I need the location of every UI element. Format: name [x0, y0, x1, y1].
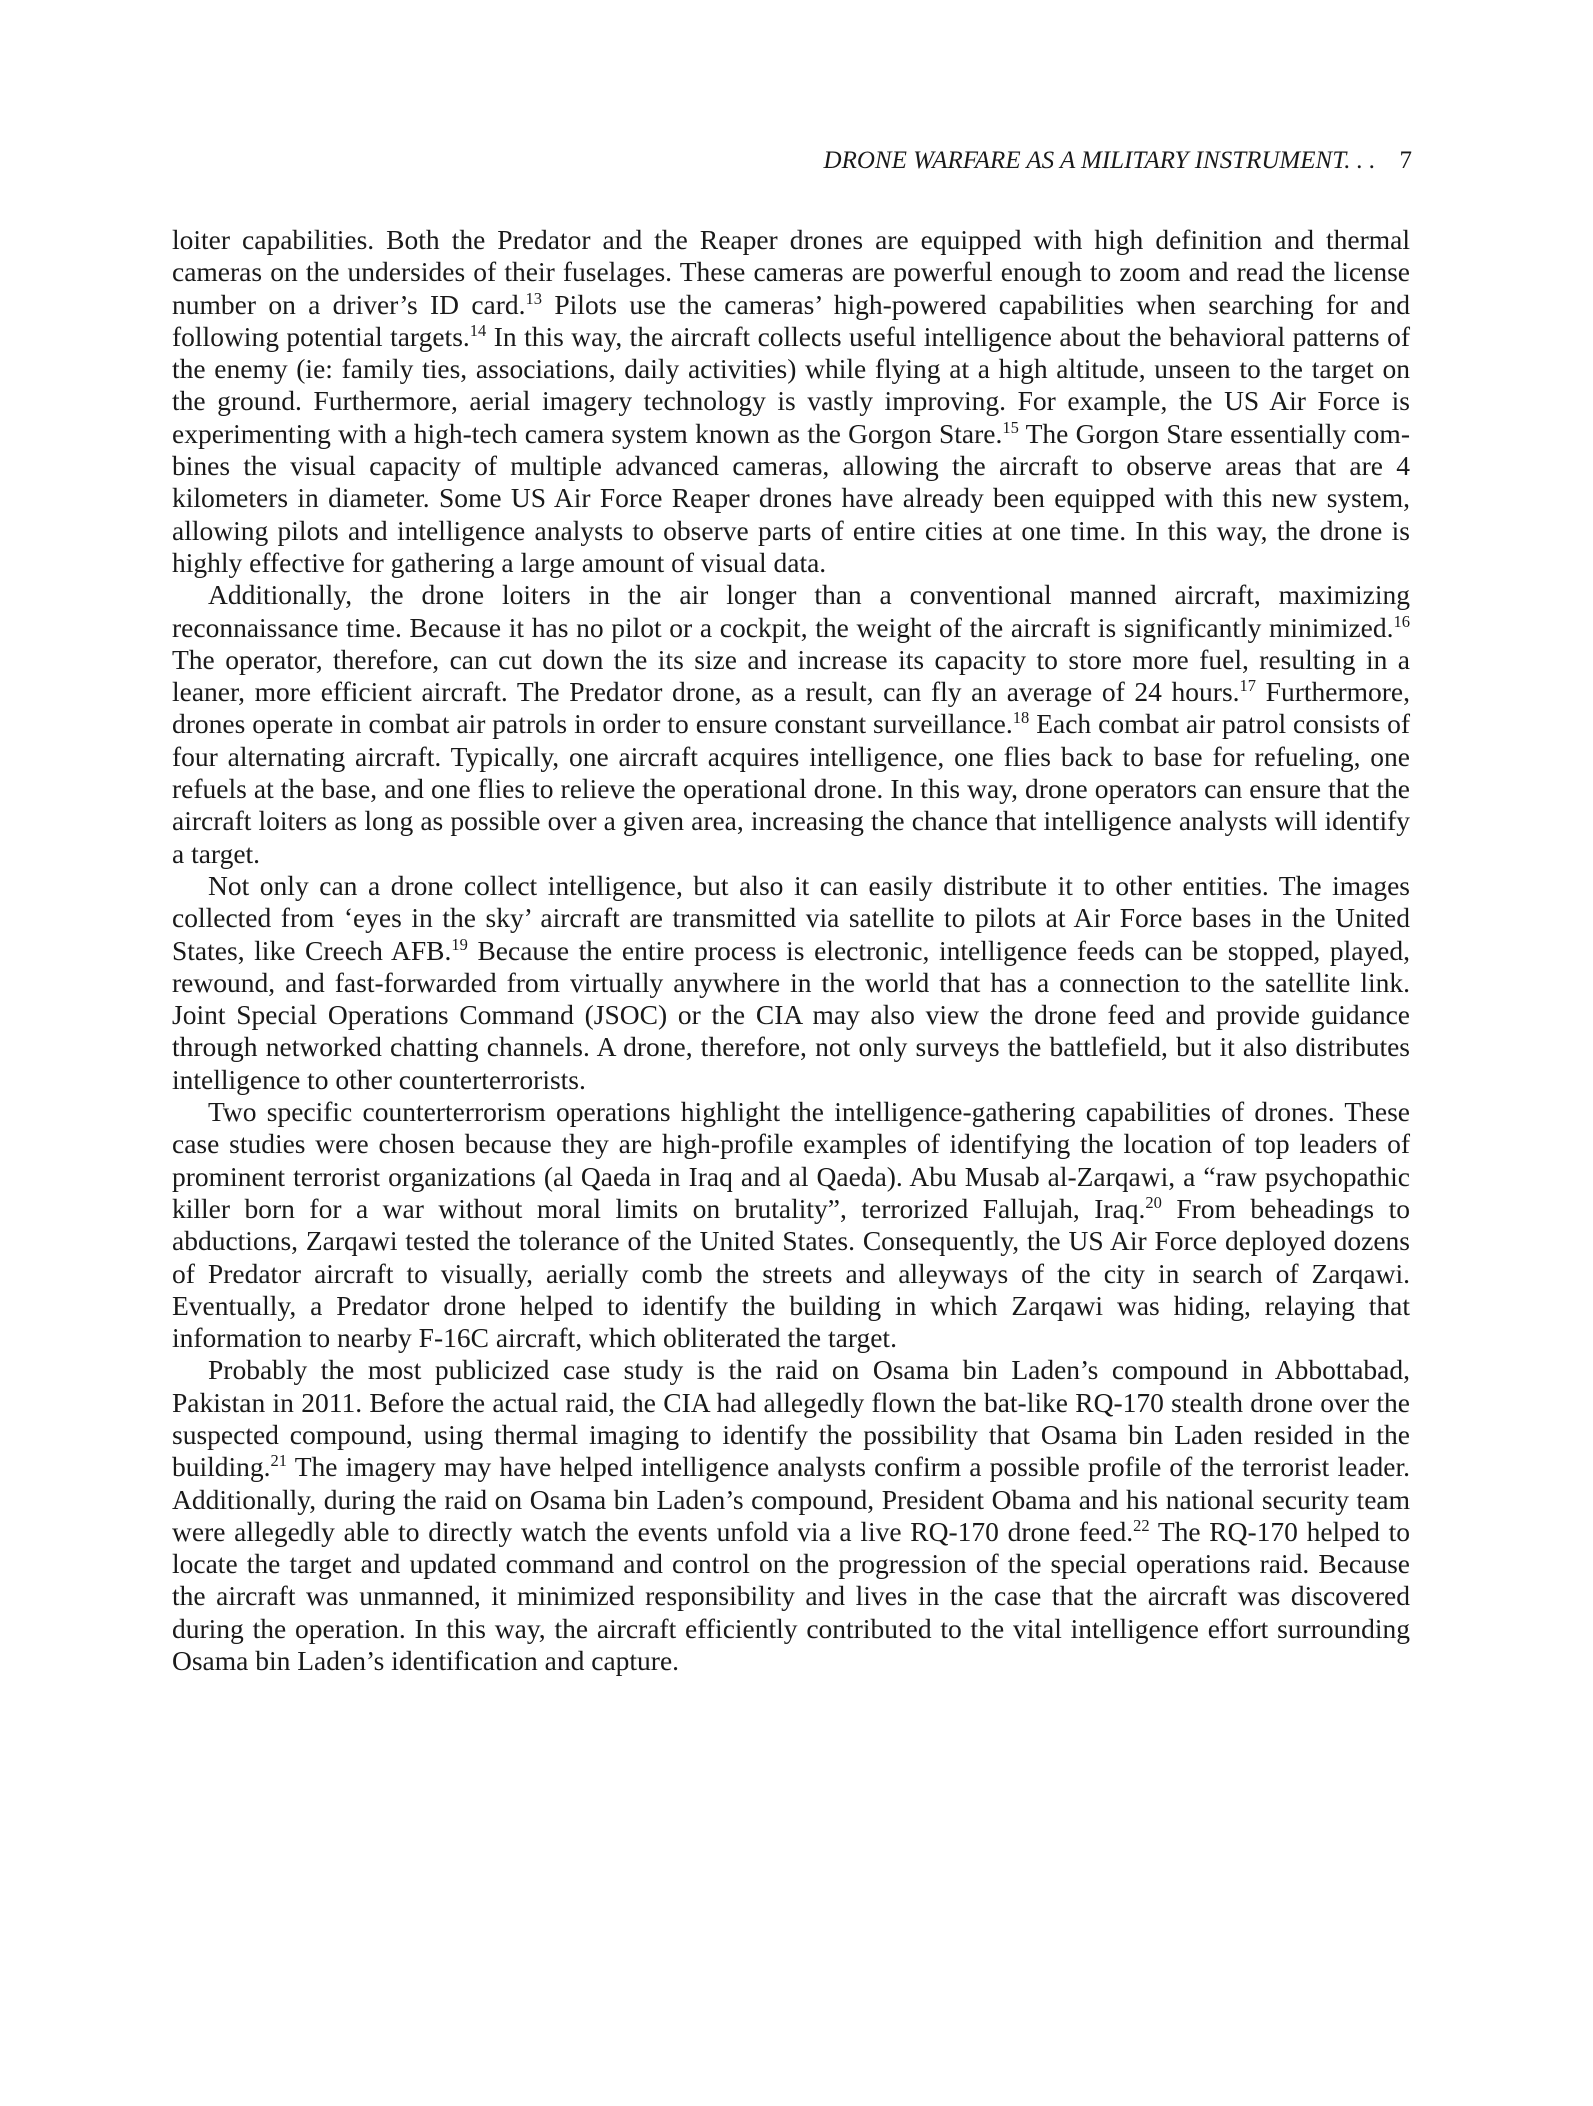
text-run: Two specific counterterrorism operations highlight the intelligence-gathering capabilities of drones. These case studies were chosen because they are high-profile examples of identifying the location of top leaders of prominent terrorist organizations (al Qaeda in Iraq and al Qaeda). Abu Musab al-Zarqawi, a “raw psychopathic killer born for a war without moral limits on brutality”, terrorized Fallujah, Iraq.: [172, 1096, 1410, 1224]
text-run: Additionally, the drone loiters in the air longer than a conventional manned aircraft, maximizing reconnaissance time. Because it has no pilot or a cockpit, the weight of the aircraft is significantly minimized.: [172, 579, 1410, 643]
paragraph: [172, 579, 1410, 870]
text-run: From beheadings to abductions, Zarqawi tested the tolerance of the United States. Consequently, the US Air Force deployed dozens of Predator aircraft to visually, aerially comb the streets and alleyways of the city in search of Zarqawi. Eventually, a Predator drone helped to identify the building in which Zarqawi was hiding, relaying that information to nearby F-16C aircraft, which obliterated the target.: [172, 1192, 1410, 1354]
footnote-marker: 18: [1012, 708, 1030, 728]
text-run: Pilots use the cameras’ high-powered capabilities when searching for and following potential targets.: [172, 288, 1410, 352]
text-run: Not only can a drone collect intelligence, but also it can easily distribute it to other entities. The images collected from ‘eyes in the sky’ aircraft are transmitted via satellite to pilots at Air Force bases in the United States, like Creech AFB.: [172, 869, 1410, 966]
footnote-marker: 20: [1145, 1192, 1162, 1212]
text-run: Each combat air patrol consists of four alternating aircraft. Typically, one aircraft acquires intelligence, one flies back to base for refueling, one refuels at the base, and one flies to relieve the operational drone. In this way, drone operators can ensure that the aircraft loiters as long as possible over a given area, increasing the chance that intelligence analysts will identify a target.: [172, 708, 1410, 869]
body-text: [172, 224, 1410, 1677]
text-run: Probably the most publicized case study is the raid on Osama bin Laden’s compound in Abbottabad, Pakistan in 2011. Before the actual raid, the CIA had allegedly flown the bat-like RQ-170 stealth drone over the suspected compound, using thermal imaging to identify the possibility that Osama bin Laden resided in the building.: [172, 1354, 1410, 1483]
footnote-marker: 16: [1393, 611, 1410, 631]
paragraph: [172, 1354, 1410, 1677]
text-run: The Gorgon Stare essentially combines the visual capacity of multiple advanced cameras, allowing the aircraft to observe areas that are 4 kilometers in diameter. Some US Air Force Reaper drones have already been equipped with this new system, allowing pilots and intelligence analysts to observe parts of entire cities at one time. In this way, the drone is highly effective for gathering a large amount of visual data.: [172, 417, 1410, 578]
text-run: loiter capabilities. Both the Predator and the Reaper drones are equipped with high definition and thermal cameras on the undersides of their fuselages. These cameras are powerful enough to zoom and read the license number on a driver’s ID card.: [172, 224, 1410, 320]
text-run: Furthermore, drones operate in combat air patrols in order to ensure constant surveillance.: [172, 676, 1411, 740]
footnote-marker: 13: [525, 288, 543, 308]
paragraph: [172, 224, 1410, 579]
running-title: DRONE WARFARE AS A MILITARY INSTRUMENT. . .: [823, 147, 1376, 174]
footnote-marker: 22: [1133, 1515, 1150, 1535]
text-run: Because the entire process is electronic, intelligence feeds can be stopped, played, rewound, and fast-forwarded from virtually anywhere in the world that has a connection to the satellite link. Joint Special Operations Command (JSOC) or the CIA may also view the drone feed and provide guidance through networked chatting channels. A drone, therefore, not only surveys the battlefield, but it also distributes intelligence to other counterterrorists.: [172, 934, 1411, 1095]
text-run: The operator, therefore, can cut down the its size and increase its capacity to store more fuel, resulting in a leaner, more efficient aircraft. The Predator drone, as a result, can fly an average of 24 hours.: [172, 643, 1410, 708]
paragraph: [172, 870, 1410, 1096]
text-run: The imagery may have helped intelligence analysts confirm a possible profile of the terrorist leader. Additionally, during the raid on Osama bin Laden’s compound, President Obama and his national security team were allegedly able to directly watch the events unfold via a live RQ-170 drone feed.: [172, 1451, 1410, 1547]
footnote-marker: 21: [270, 1451, 288, 1471]
footnote-marker: 15: [1002, 417, 1019, 437]
paragraph: [172, 1096, 1410, 1354]
running-header: [824, 146, 1412, 176]
footnote-marker: 17: [1239, 676, 1257, 695]
text-run: The RQ-170 helped to locate the target and updated command and control on the progression of the special operations raid. Because the aircraft was unmanned, it minimized responsibility and lives in the case that the aircraft was discovered during the operation. In this way, the aircraft efficiently contributed to the vital intelligence effort surrounding Osama bin Laden’s identification and capture.: [172, 1515, 1411, 1677]
text-run: In this way, the aircraft collects useful intelligence about the behavioral patterns of the enemy (ie: family ties, associations, daily activities) while flying at a high altitude, unseen to the target on the ground. Furthermore, aerial imagery technology is vastly improving. For example, the US Air Force is experimenting with a high-tech camera system known as the Gorgon Stare.: [172, 320, 1410, 449]
footnote-marker: 14: [469, 320, 487, 340]
footnote-marker: 19: [451, 934, 468, 954]
page-number: 7: [1399, 147, 1412, 174]
